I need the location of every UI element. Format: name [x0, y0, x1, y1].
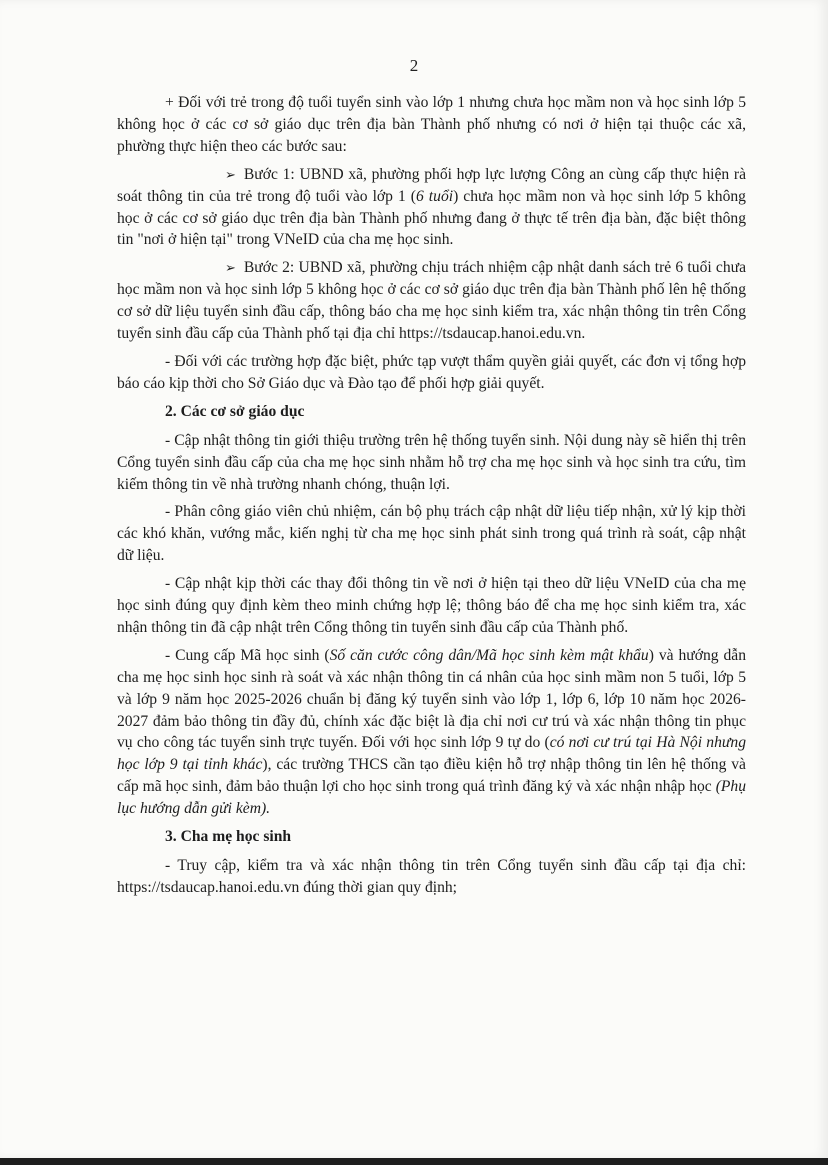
s2p4-text-b: ) và hướng dẫn cha mẹ học sinh học sinh rà soát và xác nhận thông tin cá nhân của học sinh mầm non 5 tuổi, lớp 5 và lớp 9 năm học 2025-2026 chuẩn bị đăng ký tuyển sinh vào lớp 1, lớp 6, lớp 10 năm học 2026-2027 đảm bảo thông tin đầy đủ, chính xác đặc biệt là địa chỉ nơi cư trú và xác nhận thông tin phục vụ cho công tác tuyển sinh trực tuyến. Đối với học sinh lớp 9 tự do (: [117, 646, 746, 752]
bottom-edge: [0, 1158, 828, 1165]
section-2-paragraph-4: [117, 645, 746, 820]
step-2-paragraph: [117, 257, 746, 345]
paragraph-intro: + Đối với trẻ trong độ tuổi tuyển sinh vào lớp 1 nhưng chưa học mầm non và học sinh lớp 5 không học ở các cơ sở giáo dục trên địa bàn Thành phố nhưng có nơi ở hiện tại thuộc các xã, phường thực hiện theo các bước sau:: [117, 94, 746, 155]
paragraph-special-cases: - Đối với các trường hợp đặc biệt, phức tạp vượt thẩm quyền giải quyết, các đơn vị tổng hợp báo cáo kịp thời cho Sở Giáo dục và Đào tạo để phối hợp giải quyết.: [117, 352, 746, 392]
arrow-bullet-icon: ➢: [225, 260, 236, 276]
step-1-paragraph: [117, 164, 746, 252]
section-2-paragraph-3: - Cập nhật kịp thời các thay đổi thông tin về nơi ở hiện tại theo dữ liệu VNeID của cha mẹ học sinh đúng quy định kèm theo minh chứng hợp lệ; thông báo để cha mẹ học sinh kiểm tra, xác nhận thông tin đã cập nhật trên Cổng thông tin tuyển sinh đầu cấp của Thành phố.: [117, 575, 746, 636]
step-1-text-b: ) chưa học mầm non và học sinh lớp 5 không học ở các cơ sở giáo dục trên địa bàn Thành phố nhưng đang ở thực tế trên địa bàn, đặc biệt thông tin "nơi ở hiện tại" trong VNeID của cha mẹ học sinh.: [117, 187, 746, 249]
section-2-paragraph-1: - Cập nhật thông tin giới thiệu trường trên hệ thống tuyển sinh. Nội dung này sẽ hiển thị trên Cổng tuyển sinh đầu cấp của cha mẹ học sinh nhằm hỗ trợ cha mẹ học sinh và học sinh tra cứu, tìm kiếm thông tin về nhà trường nhanh chóng, thuận lợi.: [117, 431, 746, 493]
step-1-text-a: Bước 1: UBND xã, phường phối hợp lực lượng Công an cùng cấp thực hiện rà soát thông tin của trẻ trong độ tuổi vào lớp 1 (: [117, 165, 746, 205]
section-3-paragraph-1: - Truy cập, kiểm tra và xác nhận thông tin trên Cổng tuyển sinh đầu cấp tại địa chỉ: https://tsdaucap.hanoi.edu.vn đúng thời gian quy định;: [117, 857, 746, 896]
document-body: [117, 92, 746, 905]
s2p4-italic-3: (Phụ lục hướng dẫn gửi kèm).: [117, 778, 746, 818]
page-number: 2: [409, 56, 419, 75]
section-3-heading: 3. Cha mẹ học sinh: [165, 828, 292, 846]
step-1-italic: 6 tuổi: [416, 187, 454, 205]
s2p4-italic-1: Số căn cước công dân/Mã học sinh kèm mật khẩu: [329, 646, 649, 664]
section-2-heading: 2. Các cơ sở giáo dục: [165, 402, 305, 420]
s2p4-text-c: ), các trường THCS cần tạo điều kiện hỗ trợ nhập thông tin lên hệ thống và cấp mã học sinh, đảm bảo thuận lợi cho học sinh trong quá trình đăng ký và xác nhận nhập học: [117, 756, 746, 796]
section-2-paragraph-2: - Phân công giáo viên chủ nhiệm, cán bộ phụ trách cập nhật dữ liệu tiếp nhận, xử lý kịp thời các khó khăn, vướng mắc, kiến nghị từ cha mẹ học sinh phát sinh trong quá trình rà soát, cập nhật dữ liệu.: [117, 503, 746, 565]
arrow-bullet-icon: ➢: [225, 166, 236, 182]
s2p4-text-a: - Cung cấp Mã học sinh (: [165, 646, 330, 664]
s2p4-italic-2: có nơi cư trú tại Hà Nội nhưng học lớp 9 tại tỉnh khác: [117, 734, 746, 774]
step-2-text: Bước 2: UBND xã, phường chịu trách nhiệm cập nhật danh sách trẻ 6 tuổi chưa học mầm non và học sinh lớp 5 không học ở các cơ sở giáo dục trên địa bàn Thành phố lên hệ thống cơ sở dữ liệu tuyển sinh đầu cấp, thông báo cha mẹ học sinh kiểm tra, xác nhận thông tin trên Cổng tuyển sinh đầu cấp của Thành phố tại địa chỉ https://tsdaucap.hanoi.edu.vn.: [117, 259, 746, 343]
